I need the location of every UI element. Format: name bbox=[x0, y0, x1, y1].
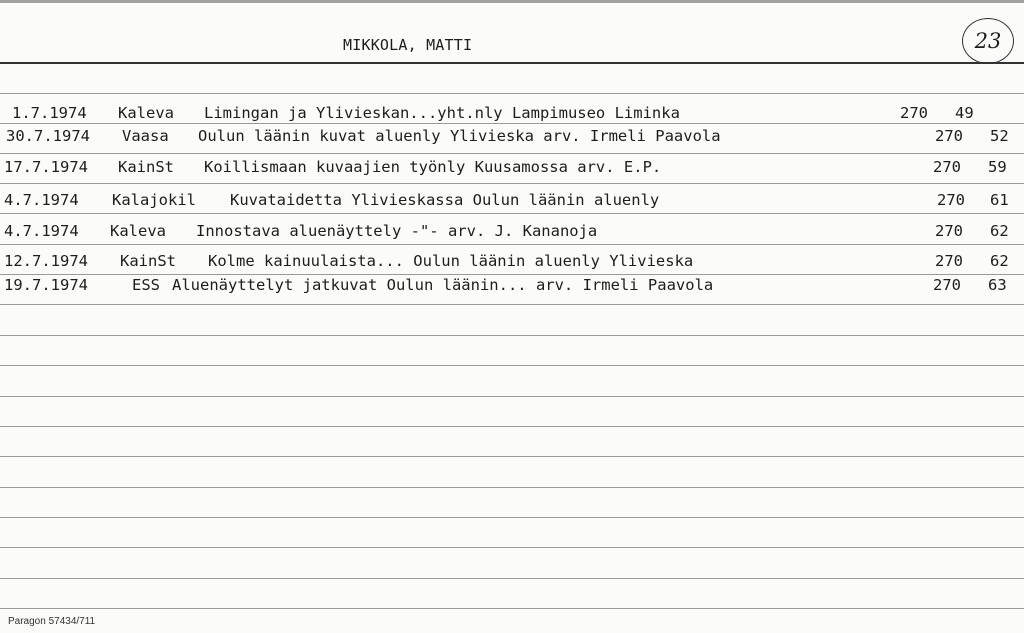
ruled-line bbox=[0, 456, 1024, 457]
entry-volume: 270 bbox=[935, 252, 963, 270]
entry-description: Aluenäyttelyt jatkuvat Oulun läänin... arv. Irmeli Paavola bbox=[172, 276, 714, 294]
ruled-line bbox=[0, 578, 1024, 579]
entry-number: 49 bbox=[955, 104, 974, 122]
header-rule bbox=[0, 62, 1024, 64]
entry-description: Kolme kainuulaista... Oulun läänin aluenly Ylivieska bbox=[208, 252, 694, 270]
ruled-line bbox=[0, 547, 1024, 548]
entry-date: 4.7.1974 bbox=[4, 191, 79, 209]
card-top-edge bbox=[0, 0, 1024, 3]
ruled-line bbox=[0, 93, 1024, 94]
ruled-line bbox=[0, 335, 1024, 336]
entry-date: 19.7.1974 bbox=[4, 276, 88, 294]
entry-description: Innostava aluenäyttely -"- arv. J. Kananoja bbox=[196, 222, 598, 240]
card-number-text: 23 bbox=[974, 29, 1002, 53]
entry-paper: ESS bbox=[132, 276, 160, 294]
entry-row bbox=[0, 276, 1024, 302]
entry-volume: 270 bbox=[935, 222, 963, 240]
entry-row bbox=[0, 158, 1024, 184]
entry-row bbox=[0, 127, 1024, 153]
entry-number: 62 bbox=[990, 222, 1009, 240]
entry-paper: KainSt bbox=[118, 158, 174, 176]
entry-volume: 270 bbox=[935, 127, 963, 145]
card-number bbox=[962, 18, 1014, 64]
entry-description: Limingan ja Ylivieskan...yht.nly Lampimuseo Liminka bbox=[204, 104, 680, 122]
entry-description: Koillismaan kuvaajien työnly Kuusamossa arv. E.P. bbox=[204, 158, 662, 176]
card-name: MIKKOLA, MATTI bbox=[343, 36, 473, 54]
entry-date: 30.7.1974 bbox=[6, 127, 90, 145]
entry-row bbox=[0, 222, 1024, 248]
entry-volume: 270 bbox=[933, 276, 961, 294]
entry-description: Kuvataidetta Ylivieskassa Oulun läänin aluenly bbox=[230, 191, 660, 209]
entry-date: 17.7.1974 bbox=[4, 158, 88, 176]
entry-paper: Kalajokil bbox=[112, 191, 196, 209]
ruled-line bbox=[0, 365, 1024, 366]
entry-number: 59 bbox=[988, 158, 1007, 176]
entry-description: Oulun läänin kuvat aluenly Ylivieska arv. Irmeli Paavola bbox=[198, 127, 721, 145]
entry-paper: Vaasa bbox=[122, 127, 169, 145]
entry-number: 62 bbox=[990, 252, 1009, 270]
entry-date: 1.7.1974 bbox=[12, 104, 87, 122]
ruled-line bbox=[0, 608, 1024, 609]
entry-row bbox=[0, 252, 1024, 278]
entry-number: 63 bbox=[988, 276, 1007, 294]
entry-paper: KainSt bbox=[120, 252, 176, 270]
entry-row bbox=[0, 191, 1024, 217]
entry-volume: 270 bbox=[937, 191, 965, 209]
entry-date: 4.7.1974 bbox=[4, 222, 79, 240]
entry-number: 52 bbox=[990, 127, 1009, 145]
ruled-line bbox=[0, 153, 1024, 154]
entry-volume: 270 bbox=[900, 104, 928, 122]
ruled-line bbox=[0, 396, 1024, 397]
ruled-line bbox=[0, 304, 1024, 305]
entry-volume: 270 bbox=[933, 158, 961, 176]
ruled-line bbox=[0, 487, 1024, 488]
entry-number: 61 bbox=[990, 191, 1009, 209]
entry-date: 12.7.1974 bbox=[4, 252, 88, 270]
entry-paper: Kaleva bbox=[118, 104, 174, 122]
entry-paper: Kaleva bbox=[110, 222, 166, 240]
ruled-line bbox=[0, 426, 1024, 427]
ruled-line bbox=[0, 517, 1024, 518]
printer-mark: Paragon 57434/711 bbox=[8, 616, 96, 627]
